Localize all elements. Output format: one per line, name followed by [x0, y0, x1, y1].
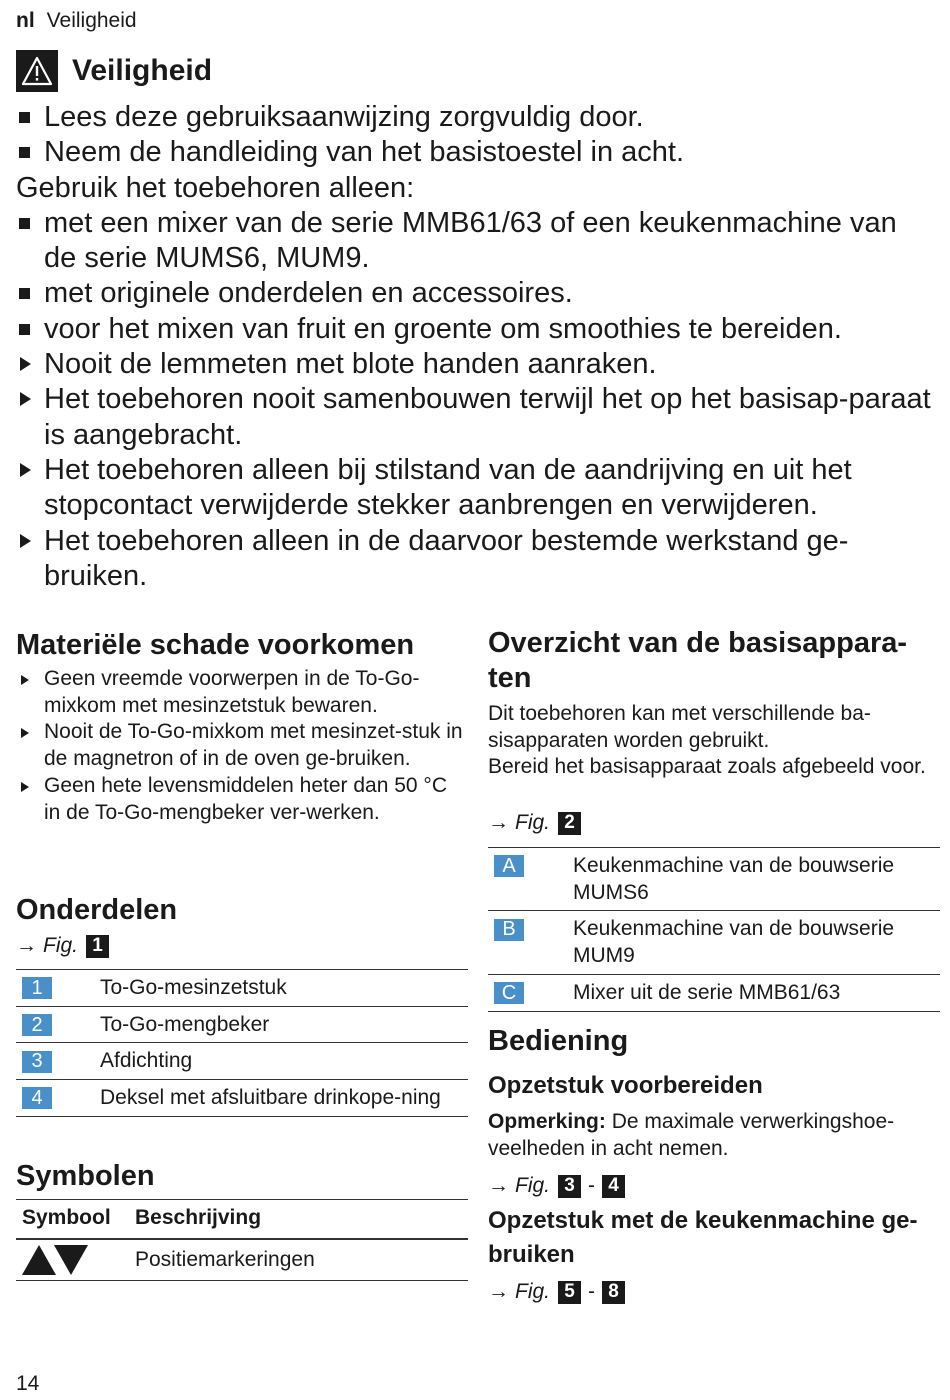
- materiele-item: Nooit de To-Go-mixkom met mesinzet-stuk in de magnetron of in de oven ge-bruiken.: [16, 719, 468, 772]
- fig-number: 1: [86, 935, 109, 958]
- onderdelen-title: Onderdelen: [16, 894, 178, 926]
- overzicht-text-1: Dit toebehoren kan met verschillende ba-sisapparaten worden gebruikt.: [488, 702, 871, 752]
- fig-number: 2: [558, 812, 581, 835]
- fig-number-from: 5: [558, 1281, 581, 1304]
- safety-list: [16, 100, 936, 594]
- overzicht-table: [488, 847, 940, 1012]
- arrow-icon: →: [16, 934, 37, 957]
- key-badge: B: [494, 919, 524, 941]
- bediening-title: Bediening: [488, 1025, 629, 1057]
- safety-item: Het toebehoren alleen in de daarvoor bestemde werkstand ge-bruiken.: [16, 524, 936, 595]
- arrow-icon: →: [488, 1174, 509, 1197]
- key-badge: A: [494, 855, 524, 877]
- fig-label: Fig.: [43, 934, 79, 957]
- symbolen-table: [16, 1199, 468, 1281]
- table-row: [488, 975, 940, 1012]
- onderdelen-figref: [16, 934, 109, 958]
- key-badge: C: [494, 982, 524, 1004]
- fig-label: Fig.: [515, 811, 551, 834]
- table-row: [16, 1043, 468, 1080]
- overzicht-title: Overzicht van de basisappara-ten: [488, 627, 908, 694]
- fig-number-to: 8: [602, 1281, 625, 1304]
- safety-item: Het toebehoren alleen bij stilstand van de aandrijving en uit het stopcontact verwijderde stekker aanbrengen en verwijderen.: [16, 453, 936, 524]
- row-value: Afdichting: [100, 1049, 193, 1073]
- safety-item: met originele onderdelen en accessoires.: [16, 276, 936, 311]
- language-code: nl: [16, 9, 35, 32]
- safety-title: Veiligheid: [72, 54, 213, 87]
- materiele-item: Geen vreemde voorwerpen in de To-Go-mixkom met mesinzetstuk bewaren.: [16, 666, 468, 719]
- key-badge: 4: [22, 1087, 52, 1109]
- key-badge: 1: [22, 977, 52, 999]
- fig-label: Fig.: [515, 1280, 551, 1303]
- note-text: De maximale verwerkingshoe-veelheden in acht nemen.: [488, 1110, 895, 1160]
- row-value: To-Go-mengbeker: [100, 1012, 270, 1036]
- bediening-sub2: Opzetstuk met de keukenmachine ge-bruiken: [488, 1207, 918, 1268]
- row-value: Keukenmachine van de bouwserie MUMS6: [573, 854, 895, 904]
- bediening-note: [488, 1109, 940, 1162]
- safety-heading: [16, 50, 212, 92]
- overzicht-figref: [488, 811, 581, 835]
- bediening-sub1: Opzetstuk voorbereiden: [488, 1072, 763, 1099]
- bediening-figref-2: → Fig. 5 - 8: [488, 1280, 625, 1304]
- symbolen-row: [16, 1240, 468, 1281]
- table-row: [16, 1007, 468, 1044]
- onderdelen-table: [16, 969, 468, 1117]
- table-row: [488, 848, 940, 911]
- row-value: Keukenmachine van de bouwserie MUM9: [573, 917, 895, 968]
- safety-item: Het toebehoren nooit samenbouwen terwijl het op het basisap-paraat is aangebracht.: [16, 382, 936, 453]
- warning-icon: [16, 50, 58, 92]
- symbolen-title: Symbolen: [16, 1160, 155, 1192]
- fig-label: Fig.: [515, 1174, 551, 1197]
- symbol-description: Positiemarkeringen: [135, 1248, 315, 1271]
- row-value: Mixer uit de serie MMB61/63: [573, 980, 841, 1004]
- materiele-item: Geen hete levensmiddelen heter dan 50 °C in de To-Go-mengbeker ver-werken.: [16, 773, 468, 826]
- col-description: Beschrijving: [135, 1206, 262, 1229]
- arrow-icon: →: [488, 811, 509, 834]
- position-marker-icon: [22, 1245, 135, 1275]
- note-label: Opmerking:: [488, 1110, 606, 1133]
- arrow-icon: →: [488, 1280, 509, 1303]
- key-badge: 3: [22, 1051, 52, 1073]
- safety-item: Neem de handleiding van het basistoestel in acht.: [16, 135, 936, 170]
- materiele-list: [16, 666, 468, 826]
- row-value: Deksel met afsluitbare drinkope-ning: [100, 1086, 441, 1110]
- page-number: 14: [16, 1372, 40, 1395]
- fig-number-to: 4: [602, 1175, 625, 1198]
- running-header: [16, 9, 137, 33]
- table-row: [16, 1080, 468, 1117]
- header-section: Veiligheid: [46, 9, 137, 32]
- table-row: [16, 970, 468, 1007]
- table-row: [488, 911, 940, 974]
- materiele-title: Materiële schade voorkomen: [16, 629, 415, 661]
- safety-item: Nooit de lemmeten met blote handen aanraken.: [16, 347, 936, 382]
- key-badge: 2: [22, 1014, 52, 1036]
- bediening-figref-1: → Fig. 3 - 4: [488, 1174, 625, 1198]
- row-value: To-Go-mesinzetstuk: [100, 976, 287, 999]
- safety-item: met een mixer van de serie MMB61/63 of een keukenmachine van de serie MUMS6, MUM9.: [16, 206, 936, 277]
- symbolen-header-row: [16, 1200, 468, 1240]
- safety-item: Lees deze gebruiksaanwijzing zorgvuldig door.: [16, 100, 936, 135]
- safety-item: voor het mixen van fruit en groente om smoothies te bereiden.: [16, 312, 936, 347]
- col-symbol: Symbool: [22, 1206, 111, 1229]
- fig-number-from: 3: [558, 1175, 581, 1198]
- overzicht-text-2: Bereid het basisapparaat zoals afgebeeld voor.: [488, 755, 926, 778]
- safety-item: Gebruik het toebehoren alleen:: [16, 171, 415, 204]
